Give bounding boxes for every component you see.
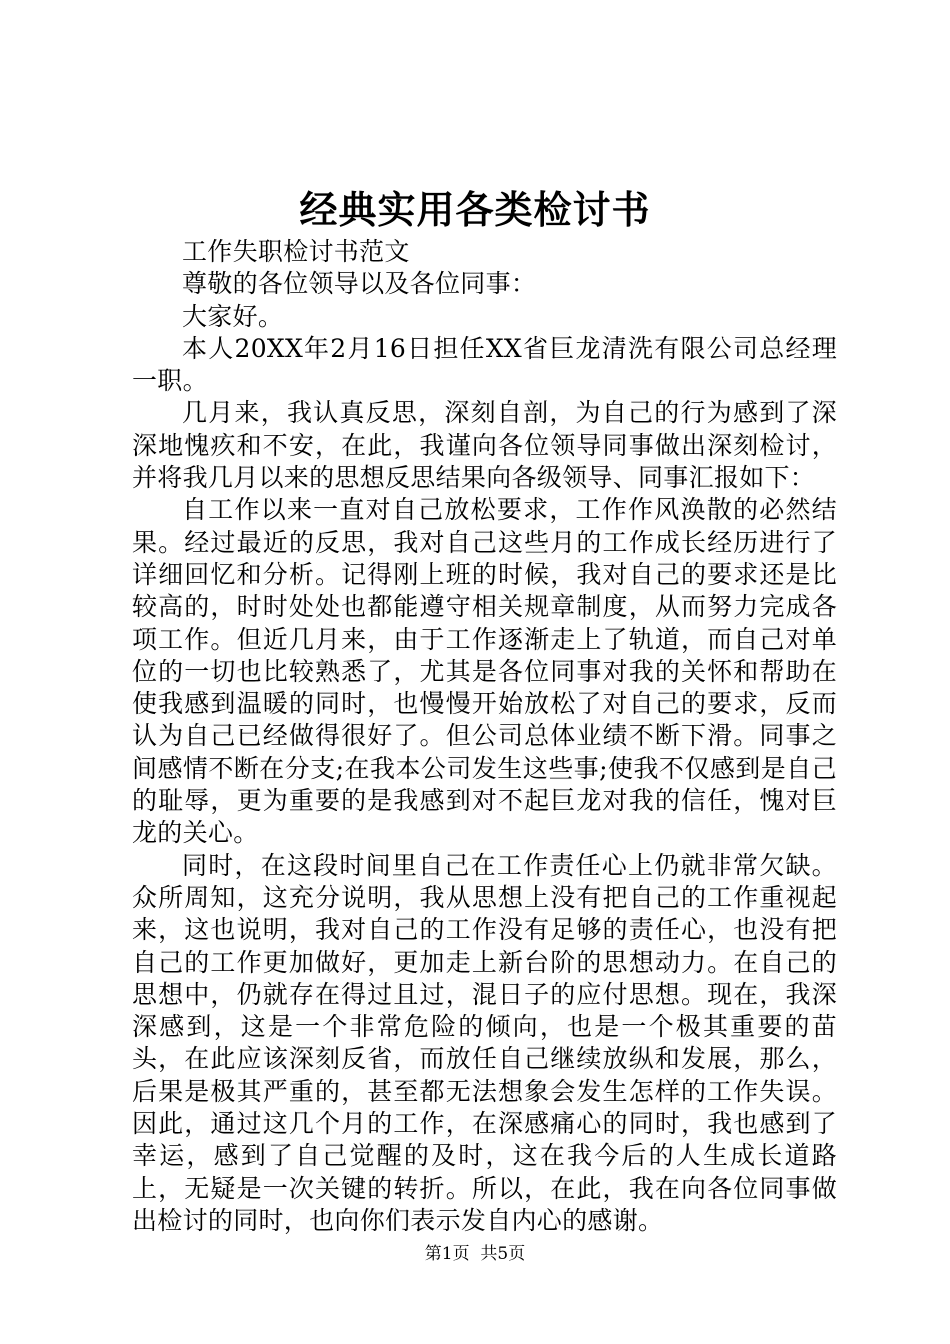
paragraph-reflection: 几月来，我认真反思，深刻自剖，为自己的行为感到了深深地愧疚和不安，在此，我谨向各位领导同事做出深刻检讨，并将我几月以来的思想反思结果向各级领导、同事汇报如下： <box>132 398 837 493</box>
page-footer <box>0 1242 950 1266</box>
document-title: 经典实用各类检讨书 <box>299 187 651 232</box>
paragraph-responsibility: 同时，在这段时间里自己在工作责任心上仍就非常欠缺。众所周知，这充分说明，我从思想上没有把自己的工作重视起来，这也说明，我对自己的工作没有足够的责任心，也没有把自己的工作更加做好，更加走上新台阶的思想动力。在自己的思想中，仍就存在得过且过，混日子的应付思想。现在，我深深感到，这是一个非常危险的倾向，也是一个极其重要的苗头，在此应该深刻反省，而放任自己继续放纵和发展，那么，后果是极其严重的，甚至都无法想象会发生怎样的工作失误。因此，通过这几个月的工作，在深感痛心的同时，我也感到了幸运，感到了自己觉醒的及时，这在我今后的人生成长道路上，无疑是一次关键的转折。所以，在此，我在向各位同事做出检讨的同时，也向你们表示发自内心的感谢。 <box>132 850 837 1235</box>
paragraph-greeting: 大家好。 <box>182 301 284 331</box>
paragraph-salutation: 尊敬的各位领导以及各位同事： <box>182 269 537 299</box>
page-number: 第1页 共5页 <box>424 1244 526 1264</box>
paragraph-intro: 本人20XX年2月16日担任XX省巨龙清洗有限公司总经理一职。 <box>132 333 837 396</box>
paragraph-subtitle: 工作失职检讨书范文 <box>182 237 410 266</box>
paragraph-analysis: 自工作以来一直对自己放松要求，工作作风涣散的必然结果。经过最近的反思，我对自己这些月的工作成长经历进行了详细回忆和分析。记得刚上班的时候，我对自己的要求还是比较高的，时时处处也都能遵守相关规章制度，从而努力完成各项工作。但近几月来，由于工作逐渐走上了轨道，而自己对单位的一切也比较熟悉了，尤其是各位同事对我的关怀和帮助在使我感到温暖的同时，也慢慢开始放松了对自己的要求，反而认为自己已经做得很好了。但公司总体业绩不断下滑。同事之间感情不断在分支;在我本公司发生这些事;使我不仅感到是自己的耻辱，更为重要的是我感到对不起巨龙对我的信任，愧对巨龙的关心。 <box>132 495 837 848</box>
document-body <box>132 236 837 1237</box>
